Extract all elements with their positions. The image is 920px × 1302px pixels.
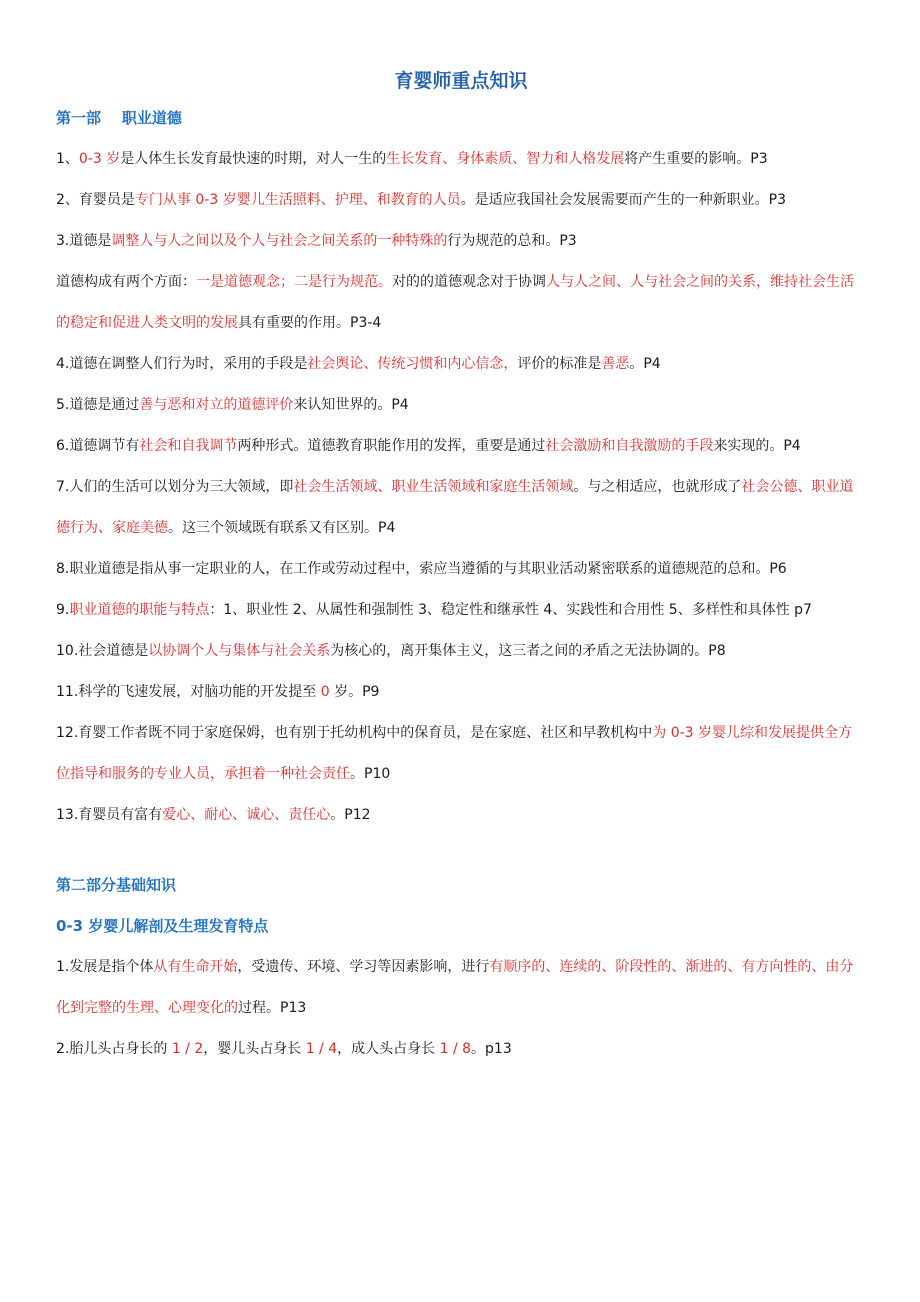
body-text: ：1、职业性 2、从属性和强制性 3、稳定性和继承性 4、实践性和合用性 5、多样性和具体性 p7 <box>209 602 812 618</box>
paragraph <box>56 180 866 221</box>
document-title: 育婴师重点知识 <box>394 70 528 92</box>
emphasis-text: 有顺序的、连续的、阶段性的、渐进的、有方向性的、由分化到完整的生理、心理变化的 <box>56 959 854 1016</box>
body-text: 道德构成有两个方面： <box>56 274 196 290</box>
paragraph <box>56 631 866 672</box>
emphasis-text: 1 / 8 <box>439 1041 472 1057</box>
section-ethics-body <box>56 139 866 836</box>
section-basics-body <box>56 947 866 1070</box>
emphasis-text: 生长发育、身体素质、智力和人格发展 <box>386 151 625 167</box>
body-text: 6.道德调节有 <box>56 438 140 454</box>
body-text: ，受遗传、环境、学习等因素影响，进行 <box>237 959 490 975</box>
body-text: 对的的道德观念对于协调 <box>392 274 546 290</box>
body-text: 12.育婴工作者既不同于家庭保姆，也有别于托幼机构中的保育员，是在家庭、社区和早教机构中 <box>56 725 653 741</box>
body-text: ，婴儿头占身长 <box>203 1041 306 1057</box>
paragraph <box>56 262 866 344</box>
body-text: 4.道德在调整人们行为时，采用的手段是 <box>56 356 308 372</box>
paragraph <box>56 713 866 795</box>
body-text: 9. <box>56 602 70 618</box>
emphasis-text: 职业道德的职能与特点 <box>69 602 210 618</box>
subheading-infant-anatomy: 0-3 岁婴儿解剖及生理发育特点 <box>56 917 269 935</box>
body-text: 。与之相适应，也就形成了 <box>573 479 742 495</box>
body-text: 岁。P9 <box>329 684 380 700</box>
section-heading-basics: 第二部分基础知识 <box>56 876 177 894</box>
emphasis-text: 从有生命开始 <box>153 959 238 975</box>
paragraph <box>56 467 866 549</box>
body-text: 。p13 <box>471 1041 512 1057</box>
document-page <box>56 64 866 1070</box>
body-text: 。P4 <box>629 356 661 372</box>
emphasis-text: 为 0-3 岁婴儿综和发展提供全方位指导和服务的专业人员，承担着一种社会责任 <box>56 725 853 782</box>
body-text: 。P12 <box>330 807 371 823</box>
body-text: 将产生重要的影响。P3 <box>624 151 768 167</box>
paragraph <box>56 344 866 385</box>
paragraph <box>56 221 866 262</box>
paragraph <box>56 385 866 426</box>
paragraph <box>56 139 866 180</box>
paragraph <box>56 947 866 1029</box>
emphasis-text: 社会和自我调节 <box>139 438 238 454</box>
emphasis-text: 人与人之间、人与社会之间的关系，维持社会生活的稳定和促进人类文明的发展 <box>56 274 854 331</box>
section-spacer <box>56 836 866 865</box>
body-text: 7.人们的生活可以划分为三大领域，即 <box>56 479 294 495</box>
body-text: 3.道德是 <box>56 233 112 249</box>
emphasis-text: 善与恶和对立的道德评价 <box>139 397 294 413</box>
paragraph <box>56 1029 866 1070</box>
body-text: 1.发展是指个体 <box>56 959 154 975</box>
body-text: 11.科学的飞速发展，对脑功能的开发提至 <box>56 684 321 700</box>
emphasis-text: 1 / 4 <box>305 1041 338 1057</box>
body-text: 来认知世界的。P4 <box>293 397 409 413</box>
body-text: 10.社会道德是 <box>56 643 149 659</box>
body-text: 评价的标准是 <box>517 356 602 372</box>
emphasis-text: 社会公德、职业道德行为、家庭美德 <box>56 479 854 536</box>
body-text: 两种形式。道德教育职能作用的发挥，重要是通过 <box>237 438 546 454</box>
body-text: 5.道德是通过 <box>56 397 140 413</box>
emphasis-text: 0-3 岁 <box>78 151 121 167</box>
paragraph <box>56 426 866 467</box>
body-text: 8.职业道德是指从事一定职业的人，在工作或劳动过程中，索应当遵循的与其职业活动紧密联系的道德规范的总和。P6 <box>56 561 787 577</box>
emphasis-text: 以协调个人与集体与社会关系 <box>148 643 331 659</box>
body-text: 1、 <box>56 151 79 167</box>
emphasis-text: 1 / 2 <box>171 1041 204 1057</box>
body-text: 。这三个领域既有联系又有区别。P4 <box>168 520 396 536</box>
emphasis-text: 调整人与人之间以及个人与社会之间关系的一种特殊的 <box>111 233 448 249</box>
paragraph <box>56 672 866 713</box>
emphasis-text: 专门从事 0-3 岁婴儿生活照料、护理、和教育的人员 <box>134 192 461 208</box>
paragraph <box>56 549 866 590</box>
emphasis-text: 社会生活领域、职业生活领域和家庭生活领域 <box>293 479 574 495</box>
body-text: ，成人头占身长 <box>337 1041 440 1057</box>
body-text: 2、育婴员是 <box>56 192 135 208</box>
emphasis-text: 一是道德观念；二是行为规范。 <box>196 274 392 290</box>
emphasis-text: 社会舆论、传统习惯和内心信念， <box>307 356 518 372</box>
emphasis-text: 爱心、耐心、诚心、责任心 <box>162 807 331 823</box>
emphasis-text: 社会激励和自我激励的手段 <box>545 438 714 454</box>
body-text: 具有重要的作用。P3-4 <box>238 315 382 331</box>
body-text: 13.育婴员有富有 <box>56 807 163 823</box>
paragraph <box>56 590 866 631</box>
body-text: 过程。P13 <box>238 1000 307 1016</box>
section-heading-ethics: 第一部 职业道德 <box>56 109 182 127</box>
emphasis-text: 善恶 <box>601 356 630 372</box>
body-text: 来实现的。P4 <box>713 438 801 454</box>
body-text: 是人体生长发育最快速的时期，对人一生的 <box>120 151 387 167</box>
emphasis-text: 0 <box>320 684 330 700</box>
body-text: 为核心的，离开集体主义，这三者之间的矛盾之无法协调的。P8 <box>330 643 726 659</box>
body-text: 。是适应我国社会发展需要而产生的一种新职业。P3 <box>460 192 787 208</box>
body-text: 2.胎儿头占身长的 <box>56 1041 172 1057</box>
body-text: 行为规范的总和。P3 <box>447 233 577 249</box>
paragraph <box>56 795 866 836</box>
body-text: 。P10 <box>350 766 391 782</box>
